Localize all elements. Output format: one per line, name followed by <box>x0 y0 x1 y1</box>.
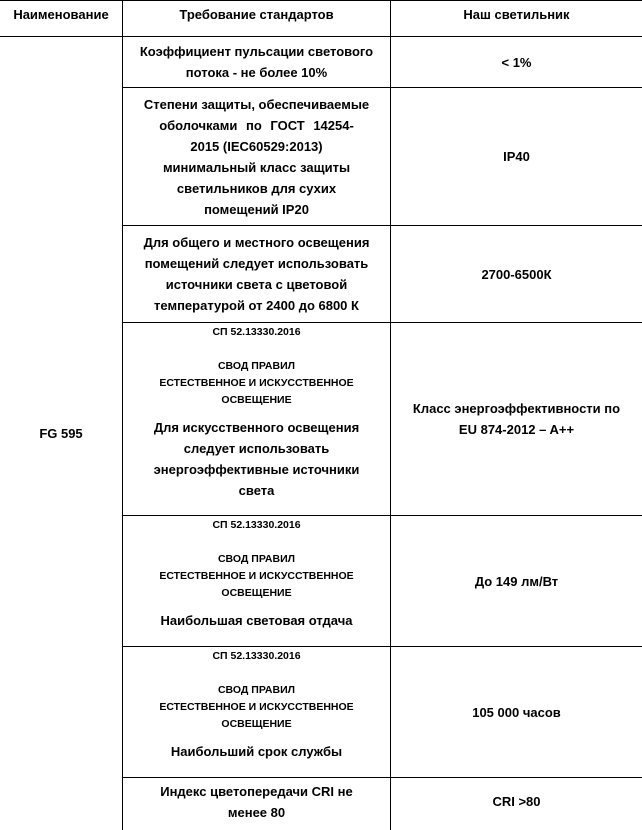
header-requirement-label: Требование стандартов <box>179 6 334 22</box>
requirement-cell <box>123 226 390 322</box>
requirement-line: следует использовать <box>183 441 330 456</box>
requirement-cell <box>123 37 390 87</box>
ours-value-line: Класс энергоэффективности по <box>412 401 621 416</box>
sp-title-line: СВОД ПРАВИЛ <box>217 684 296 696</box>
sp-title-line: ОСВЕЩЕНИЕ <box>221 587 292 599</box>
requirement-line: Наибольший срок службы <box>170 744 343 759</box>
requirement-line: источники света с цветовой <box>165 277 348 292</box>
ours-value: < 1% <box>501 54 532 70</box>
sp-title-line: СВОД ПРАВИЛ <box>217 360 296 372</box>
requirement-cell <box>123 516 390 646</box>
requirement-line: Индекс цветопередачи CRI не <box>160 783 353 799</box>
requirement-cell <box>123 88 390 225</box>
ours-value: IP40 <box>503 149 530 164</box>
requirement-line: Для общего и местного освещения <box>143 235 370 250</box>
header-ours <box>391 0 642 28</box>
header-name <box>0 0 122 28</box>
product-name: FG 595 <box>39 426 83 441</box>
ours-cell <box>391 88 642 225</box>
ours-value: 105 000 часов <box>472 704 561 720</box>
ours-value-line: EU 874-2012 – A++ <box>458 422 575 437</box>
requirement-line: температурой от 2400 до 6800 К <box>154 298 359 313</box>
sp-code: СП 52.13330.2016 <box>212 650 301 662</box>
sp-title-line: ЕСТЕСТВЕННОЕ И ИСКУССТВЕННОЕ <box>159 377 354 389</box>
ours-cell <box>391 516 642 646</box>
requirement-line: помещений IP20 <box>204 201 309 217</box>
requirement-cell <box>123 647 390 777</box>
requirement-line: потока - не более 10% <box>185 65 328 80</box>
requirement-line: помещений следует использовать <box>144 256 369 271</box>
requirement-cell <box>123 323 390 515</box>
header-name-label: Наименование <box>13 6 109 22</box>
ours-cell <box>391 37 642 87</box>
requirement-line: минимальный класс защиты <box>162 159 351 175</box>
sp-code: СП 52.13330.2016 <box>212 519 301 531</box>
sp-code: СП 52.13330.2016 <box>212 326 301 338</box>
requirement-line: светильников для сухих <box>176 180 337 196</box>
ours-cell <box>391 226 642 322</box>
requirement-line: Для искусственного освещения <box>153 420 360 435</box>
header-ours-label: Наш светильник <box>463 6 570 22</box>
ours-value: 2700-6500К <box>481 266 552 282</box>
sp-title-line: ЕСТЕСТВЕННОЕ И ИСКУССТВЕННОЕ <box>159 570 354 582</box>
product-name-cell <box>0 37 122 830</box>
requirement-line: оболочками по ГОСТ 14254- <box>159 117 354 133</box>
ours-cell <box>391 778 642 825</box>
sp-title-line: СВОД ПРАВИЛ <box>217 553 296 565</box>
requirement-cell <box>123 778 390 825</box>
requirement-line: энергоэффективные источники <box>153 462 360 477</box>
ours-cell <box>391 647 642 777</box>
ours-value: CRI >80 <box>492 794 541 809</box>
sp-title-line: ЕСТЕСТВЕННОЕ И ИСКУССТВЕННОЕ <box>159 701 354 713</box>
requirement-line: менее 80 <box>227 804 286 820</box>
requirement-line: Степени защиты, обеспечиваемые <box>143 96 370 112</box>
requirement-line: Коэффициент пульсации светового <box>139 44 374 59</box>
requirement-line: 2015 (IEC60529:2013) <box>190 138 323 154</box>
ours-value: До 149 лм/Вт <box>474 573 559 589</box>
sp-title-line: ОСВЕЩЕНИЕ <box>221 718 292 730</box>
header-requirement <box>123 0 390 28</box>
sp-title-line: ОСВЕЩЕНИЕ <box>221 394 292 406</box>
requirement-line: света <box>238 483 275 498</box>
ours-cell <box>391 323 642 515</box>
requirement-line: Наибольшая световая отдача <box>160 613 353 628</box>
